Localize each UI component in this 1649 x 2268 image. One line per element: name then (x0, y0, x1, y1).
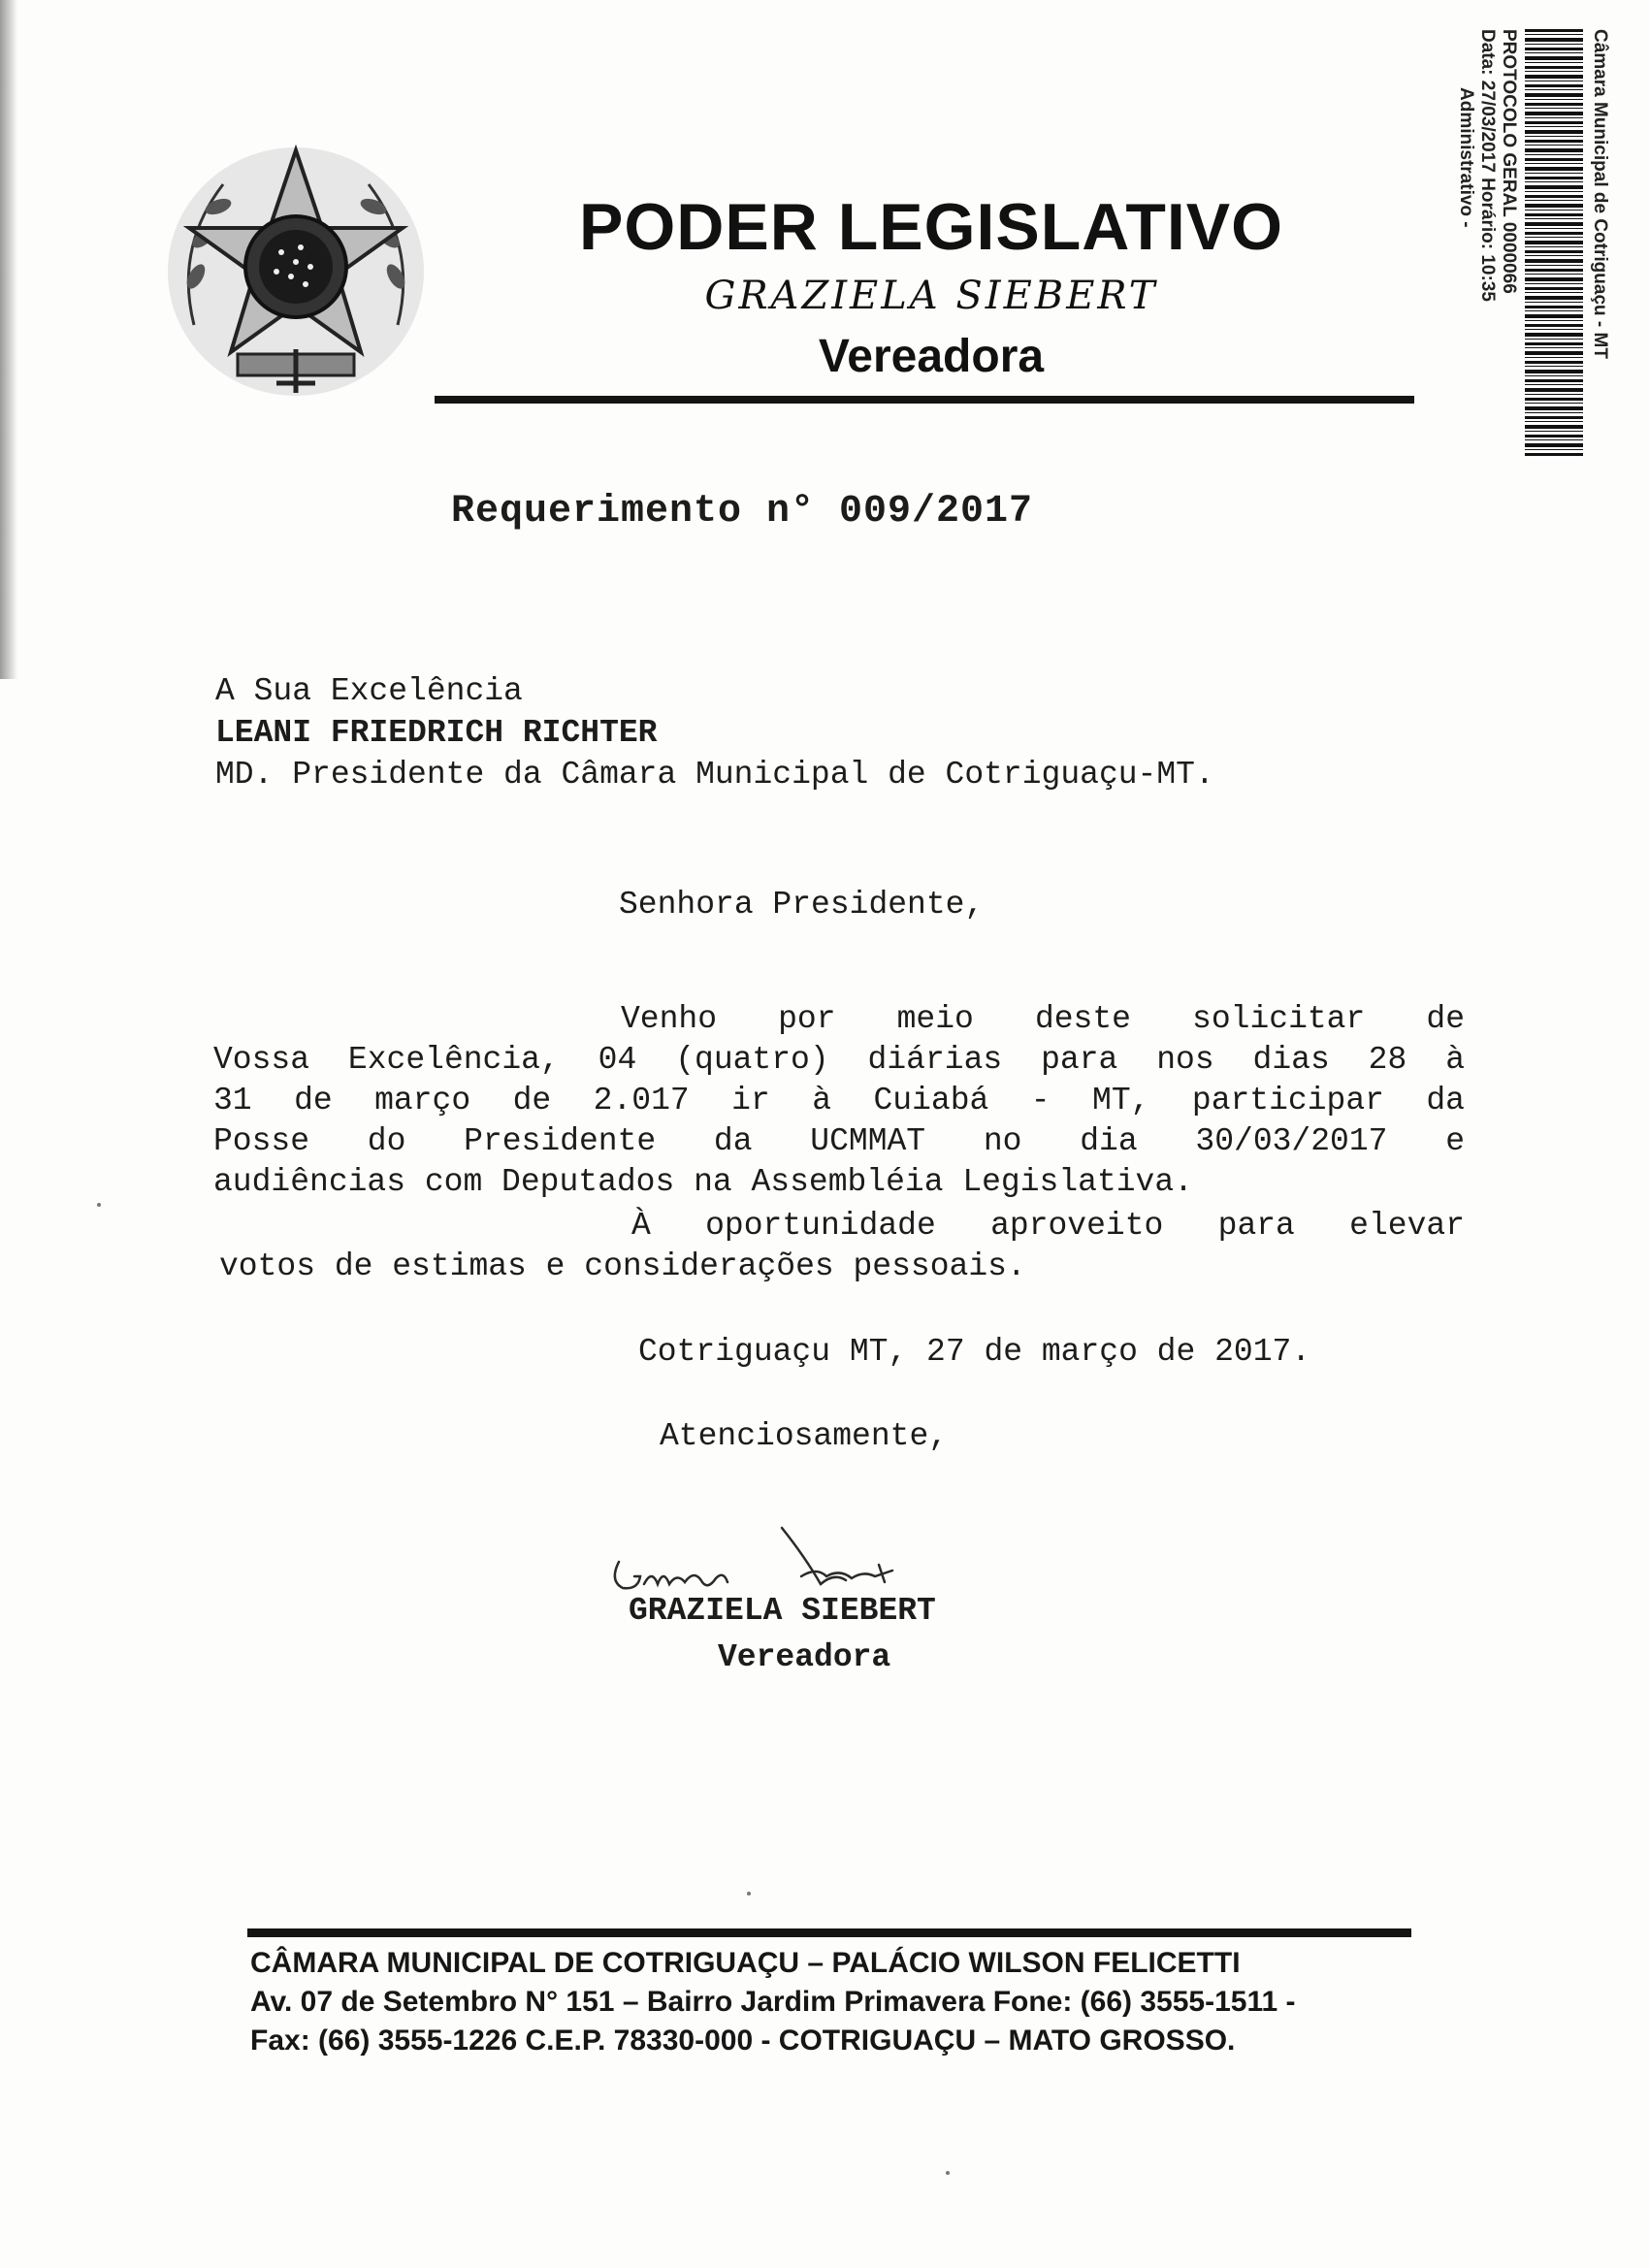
greeting: Senhora Presidente, (619, 887, 985, 923)
date-line: Cotriguaçu MT, 27 de março de 2017. (638, 1334, 1311, 1370)
request-paragraph (213, 999, 1465, 1203)
header-title: PODER LEGISLATIVO (578, 190, 1284, 264)
barcode-icon (1525, 29, 1583, 456)
paragraph-line: Posse do Presidente da UCMMAT no dia 30/03/2017 e (213, 1123, 1465, 1159)
closing-paragraph (219, 1206, 1465, 1287)
signer-role: Vereadora (718, 1639, 891, 1675)
header-role: Vereadora (818, 331, 1045, 382)
paragraph-line: audiências com Deputados na Assembléia Legislativa. (213, 1164, 1193, 1200)
closing: Atenciosamente, (660, 1418, 949, 1454)
scan-speck (946, 2171, 950, 2175)
paragraph-line: 31 de março de 2.017 ir à Cuiabá - MT, participar da (213, 1083, 1465, 1118)
paragraph-line: Vossa Excelência, 04 (quatro) diárias para nos dias 28 à (213, 1042, 1465, 1078)
footer-divider (247, 1928, 1411, 1937)
scan-speck (97, 1203, 101, 1207)
stamp-protocol: PROTOCOLO GERAL 0000066 (1499, 29, 1519, 294)
coat-of-arms-icon (155, 131, 436, 412)
footer-line-3: Fax: (66) 3555-1226 C.E.P. 78330-000 - COTRIGUAÇU – MATO GROSSO. (250, 2025, 1236, 2057)
footer-address (250, 1944, 1296, 2060)
protocol-stamp (1445, 29, 1610, 456)
stamp-institution: Câmara Municipal de Cotriguaçu - MT (1590, 29, 1610, 359)
scan-shadow (0, 0, 17, 679)
header-divider (435, 396, 1414, 404)
paragraph-line: votos de estimas e considerações pessoais. (219, 1248, 1026, 1284)
paragraph-line: Venho por meio deste solicitar de (621, 1001, 1465, 1037)
stamp-department: Administrativo - (1456, 87, 1476, 228)
stamp-datetime: Data: 27/03/2017 Horário: 10:35 (1477, 29, 1498, 302)
salutation-to: A Sua Excelência (215, 673, 523, 709)
document-title: Requerimento n° 009/2017 (450, 490, 1034, 534)
footer-line-1: CÂMARA MUNICIPAL DE COTRIGUAÇU – PALÁCIO WILSON FELICETTI (250, 1947, 1241, 1979)
paragraph-line: À oportunidade aproveito para elevar (631, 1208, 1465, 1244)
signer-name: GRAZIELA SIEBERT (629, 1593, 936, 1629)
recipient-title: MD. Presidente da Câmara Municipal de Cotriguaçu-MT. (215, 757, 1214, 793)
footer-line-2: Av. 07 de Setembro N° 151 – Bairro Jardim Primavera Fone: (66) 3555-1511 - (250, 1986, 1296, 2018)
recipient-name: LEANI FRIEDRICH RICHTER (215, 715, 658, 751)
header-councilor-name: GRAZIELA SIEBERT (704, 274, 1158, 318)
scan-speck (747, 1892, 751, 1895)
